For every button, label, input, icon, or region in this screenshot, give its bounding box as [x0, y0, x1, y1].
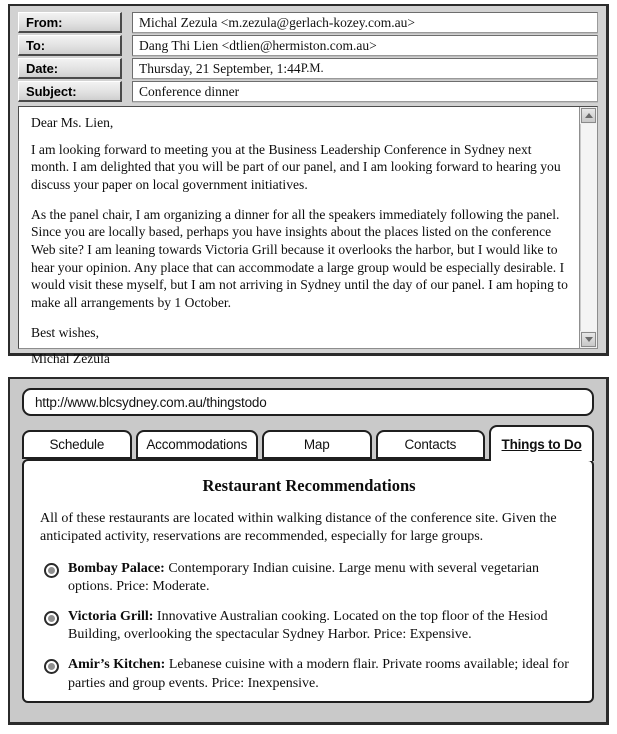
- restaurant-description: Contemporary Indian cuisine. Large menu with several vegetarian options. Price: Moderate.: [68, 560, 539, 594]
- email-signature: Michal Zezula: [31, 351, 110, 367]
- page-intro-text: All of these restaurants are located within walking distance of the conference site. Given the anticipated activity, reservations are recommended, especially for large groups.: [40, 511, 557, 545]
- web-page-content: [22, 459, 594, 703]
- subject-field-label: Subject:: [18, 81, 122, 102]
- scroll-down-arrow-icon[interactable]: [581, 332, 596, 347]
- radio-circle-bullet-icon: [44, 611, 59, 626]
- email-closing: Best wishes,: [31, 324, 99, 340]
- restaurant-entry-text: [68, 656, 578, 692]
- from-field-value[interactable]: Michal Zezula <m.zezula@gerlach-kozey.com.au>: [132, 12, 598, 33]
- browser-window-panel: [8, 377, 609, 725]
- restaurant-description: Innovative Australian cooking. Located on the top floor of the Hesiod Building, overlooking the spectacular Sydney Harbor. Price: Expensive.: [68, 609, 548, 643]
- date-field-value[interactable]: [132, 58, 598, 79]
- tab-schedule[interactable]: Schedule: [22, 430, 132, 459]
- radio-circle-bullet-icon: [44, 563, 59, 578]
- scrollbar-track[interactable]: [580, 124, 597, 331]
- radio-circle-bullet-icon: [44, 659, 59, 674]
- restaurant-name: Victoria Grill:: [68, 609, 154, 625]
- to-field-value[interactable]: Dang Thi Lien <dtlien@hermiston.com.au>: [132, 35, 598, 56]
- email-paragraph-1: I am looking forward to meeting you at the Business Leadership Conference in Sydney next month. I am delighted that you will be part of our panel, and I am looking forward to hearing you discuss your paper on local government initiatives.: [31, 141, 561, 193]
- date-field-label: Date:: [18, 58, 122, 79]
- restaurant-entry-text: [68, 560, 578, 596]
- date-field-text: Thursday, 21 September, 1:44: [139, 60, 301, 76]
- restaurant-list: [40, 560, 578, 693]
- email-greeting: Dear Ms. Lien,: [31, 115, 114, 130]
- address-bar-input[interactable]: http://www.blcsydney.com.au/thingstodo: [22, 388, 594, 416]
- tab-contacts[interactable]: Contacts: [376, 430, 486, 459]
- from-field-label: From:: [18, 12, 122, 33]
- tab-things-to-do[interactable]: Things to Do: [489, 425, 594, 461]
- to-field-label: To:: [18, 35, 122, 56]
- restaurant-entry-text: [68, 608, 578, 644]
- email-field-row-subject: [18, 81, 598, 102]
- list-item: [40, 560, 578, 596]
- scroll-up-arrow-icon[interactable]: [581, 108, 596, 123]
- restaurant-name: Amir’s Kitchen:: [68, 657, 166, 673]
- restaurant-name: Bombay Palace:: [68, 560, 165, 576]
- email-field-row-date: [18, 58, 598, 79]
- date-field-meridiem: P.M.: [300, 61, 324, 75]
- email-field-row-from: [18, 12, 598, 33]
- email-body-container: [18, 106, 598, 367]
- email-paragraph-2: As the panel chair, I am organizing a dinner for all the speakers immediately following the panel. Since you are locally based, perhaps you have insights about the places listed on the conference Web site? I am leaning towards Victoria Grill because it overlooks the harbor, but I would like to hear your opinion. Any place that can accommodate a large group would be especially desirable. I would visit these myself, but I am not arriving in Sydney until the day of our panel. I am hoping to make all arrangements by 1 October.: [31, 206, 568, 311]
- email-body-text[interactable]: [19, 107, 579, 367]
- email-message-panel: [8, 4, 609, 367]
- list-item: [40, 608, 578, 644]
- subject-field-value[interactable]: Conference dinner: [132, 81, 598, 102]
- email-header-fields: [18, 12, 598, 102]
- email-field-row-to: [18, 35, 598, 56]
- tab-map[interactable]: Map: [262, 430, 372, 459]
- tab-accommodations[interactable]: Accommodations: [136, 430, 258, 459]
- email-body-scrollbar[interactable]: [579, 107, 597, 348]
- restaurant-description: Lebanese cuisine with a modern flair. Private rooms available; ideal for parties and group events. Price: Inexpensive.: [68, 657, 569, 691]
- browser-tab-strip: [22, 425, 594, 459]
- list-item: [40, 656, 578, 692]
- page-title: Restaurant Recommendations: [202, 476, 416, 495]
